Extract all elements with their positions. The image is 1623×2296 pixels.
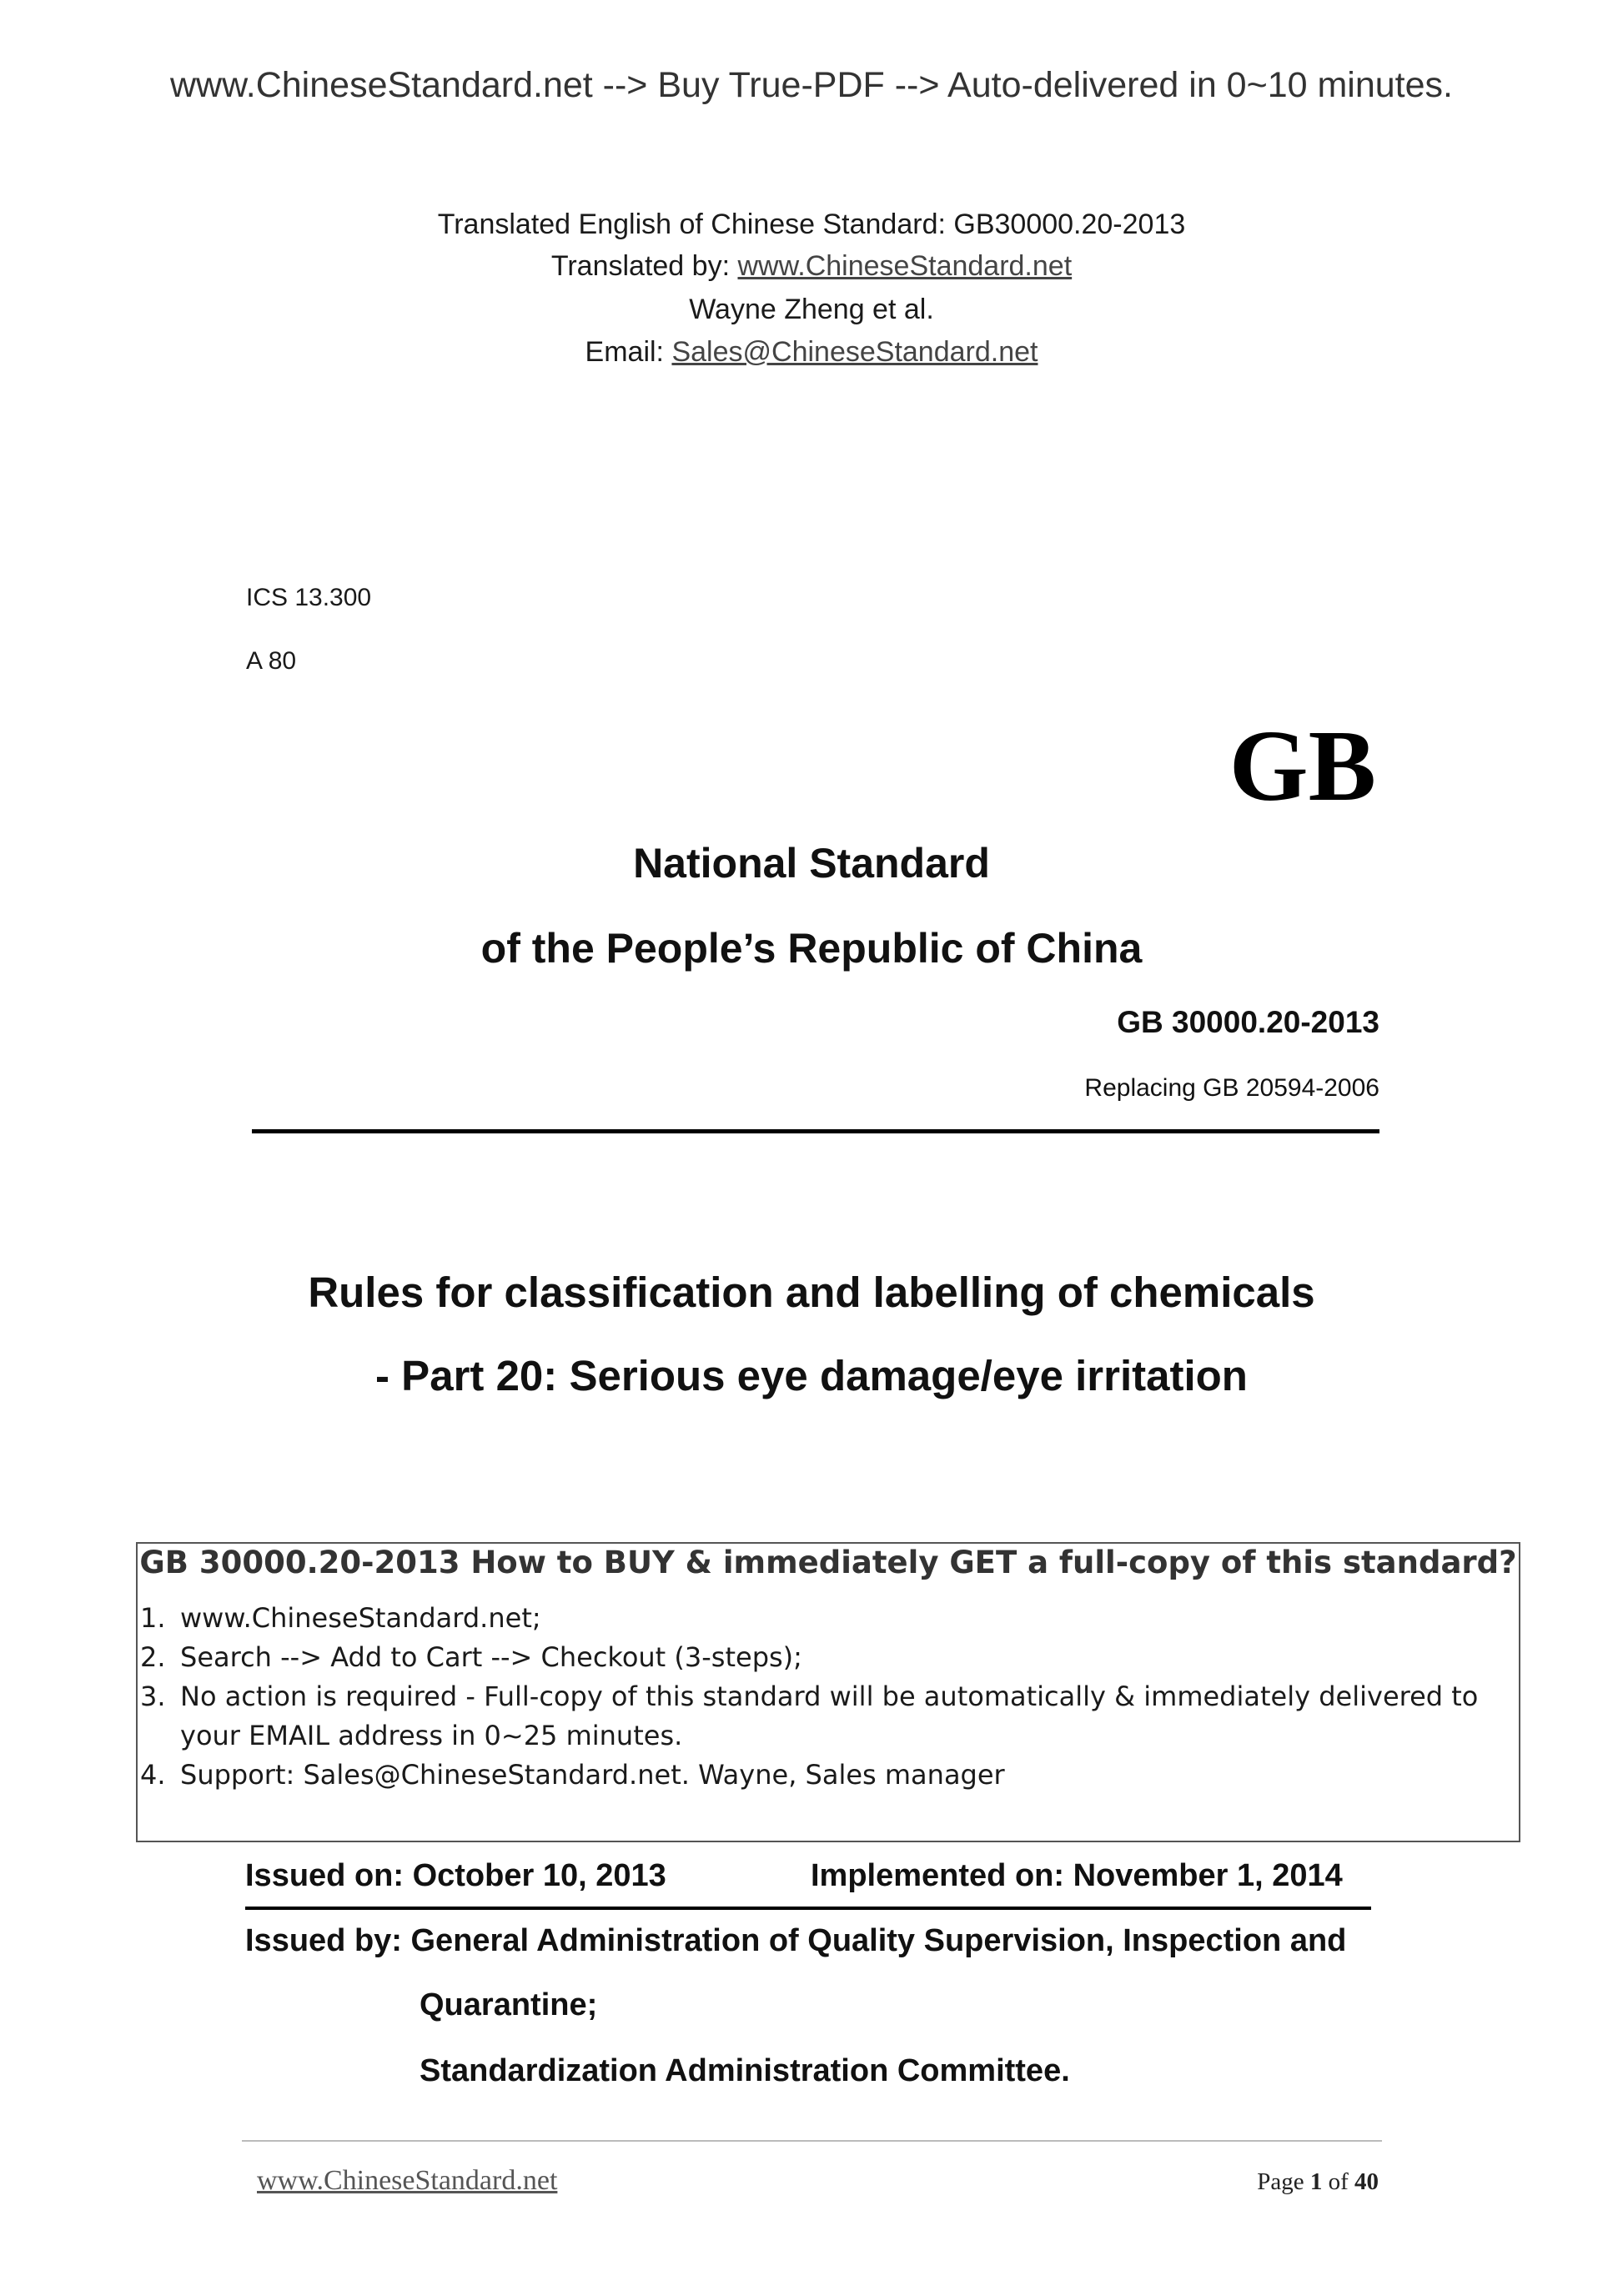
issued-by-line-3: Standardization Administration Committee. (420, 2053, 1070, 2088)
standard-number: GB 30000.20-2013 (1117, 1005, 1379, 1039)
translated-by-line (0, 250, 1623, 283)
national-standard-heading: National Standard (633, 840, 990, 887)
footer-website-link[interactable]: www.ChineseStandard.net (257, 2165, 558, 2196)
issued-divider (245, 1907, 1371, 1910)
purchase-box-heading: GB 30000.20-2013 How to BUY & immediately GET a full-copy of this standard? (139, 1545, 1517, 1580)
translated-by-link[interactable]: www.ChineseStandard.net (737, 250, 1073, 282)
national-standard-subheading: of the People’s Republic of China (480, 925, 1143, 972)
issued-on-date: Issued on: October 10, 2013 (245, 1858, 666, 1893)
implemented-on-date: Implemented on: November 1, 2014 (811, 1858, 1343, 1893)
list-item: 3. No action is required - Full-copy of this standard will be automatically & immediately delivered to (140, 1681, 1479, 1712)
list-item: 1. www.ChineseStandard.net; (140, 1602, 541, 1634)
header-divider (252, 1129, 1379, 1133)
ccs-code: A 80 (246, 647, 297, 675)
translated-by-label: Translated by: (550, 250, 738, 282)
list-item: 2. Search --> Add to Cart --> Checkout (3-steps); (140, 1641, 802, 1673)
email-link[interactable]: Sales@ChineseStandard.net (671, 336, 1038, 368)
email-line (0, 336, 1623, 369)
translator-name: Wayne Zheng et al. (689, 294, 934, 325)
document-title: Rules for classification and labelling of chemicals (308, 1269, 1315, 1316)
list-item: 4. Support: Sales@ChineseStandard.net. Wayne, Sales manager (140, 1759, 1005, 1791)
email-label: Email: (585, 336, 672, 368)
issued-by: Issued by: General Administration of Quality Supervision, Inspection and (245, 1923, 1347, 1958)
top-banner: www.ChineseStandard.net --> Buy True-PDF --> Auto-delivered in 0~10 minutes. (169, 65, 1453, 105)
footer-divider (242, 2140, 1382, 2142)
ics-code: ICS 13.300 (246, 584, 372, 611)
page-number: Page 1 of 40 (1257, 2168, 1379, 2195)
list-item: your EMAIL address in 0~25 minutes. (180, 1720, 683, 1751)
replacing-standard: Replacing GB 20594-2006 (1084, 1074, 1379, 1102)
gb-logo: GB (1229, 710, 1376, 822)
issued-by-line-2: Quarantine; (420, 1987, 598, 2022)
translation-line: Translated English of Chinese Standard: GB30000.20-2013 (437, 208, 1186, 240)
document-subtitle: - Part 20: Serious eye damage/eye irritation (375, 1352, 1248, 1399)
